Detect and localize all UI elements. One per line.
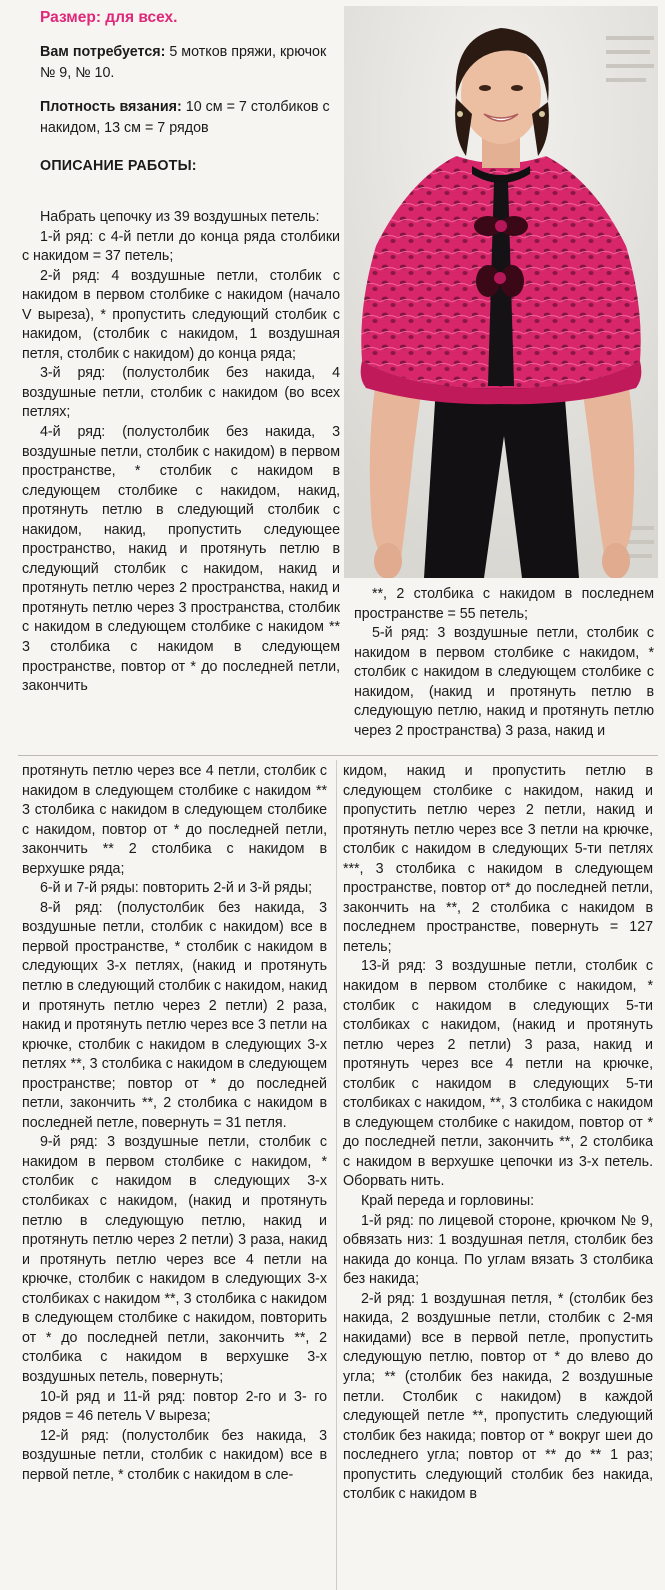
paragraph-row-4-end: **, 2 столбика с накидом в последнем пространстве = 55 петель; [354, 586, 654, 622]
model-photo [344, 6, 658, 578]
size-line: Размер: для всех. [40, 9, 178, 26]
paragraph-row-1: 1-й ряд: с 4-й петли до конца ряда столбики с накидом = 37 петель; [22, 228, 340, 265]
paragraph-edging-row-2: 2-й ряд: 1 воздушная петля, * (столбик без накида, 2 воздушные петли, столбик с 2-мя накидами) все в первой петле, пропустить следующую петлю, повтор от * до влево до угла; ** (столбик без накида, 2 воздушные петли. Столбик с накидом) в каждой следующей петле **, пропустить следующий столбик без накида; повтор от * вокруг шеи до последнего угла; повтор от ** до ** 1 раз; пропустить следующий столбик без накида, столбик с накидом в [343, 1290, 653, 1503]
paragraph-row-8: 8-й ряд: (полустолбик без накида, 3 воздушные петли, столбик с накидом) все в первой пространстве, * столбик с накидом в следующих 3-х петлях, (накид и протянуть петлю в следующий столбик с накидом, накид и протянуть петлю через 2 петли) 2 раза, накид и протянуть петлю через все 3 петли на крючке, столбик с накидом в следующих 3-х петлях **, 3 столбика с накидом в следующем пространстве; повтор от * до последней петли, закончить **, 2 столбика с накидом в последней петле, повернуть = 31 петля. [22, 899, 327, 1131]
materials-label: Вам потребуется: [40, 44, 166, 60]
paragraph-chain: Набрать цепочку из 39 воздушных петель: [40, 209, 320, 225]
paragraph-row-12-end: кидом, накид и пропустить петлю в следующем столбике с накидом, накид и пропустить петлю через 2 петли, накид и протянуть петлю через все 3 петли на крючке, столбик с накидом в следующих 5-ти петлях ***, 3 столбика с накидом в следующем пространстве, повтор от* до последней петли, закончить на **, 2 столбика с накидом в последнем пространстве, повернуть = 127 петель; [343, 763, 653, 955]
pattern-intro [22, 8, 340, 176]
paragraph-row-13: 13-й ряд: 3 воздушные петли, столбик с накидом в первом столбике с накидом, * столбик с накидом в следующих 5-ти столбиках с накидом, (накид и протянуть петлю через 2 петли) 3 раза, накид и протянуть через все 4 петли на крючке, столбик с накидом в следующих 5-ти столбиках с накидом, **, 3 столбика с накидом в следующем столбике с накидом, повтор от * до последней петли, закончить **, 2 столбика с накидом в верхушке цепочки из 3-х петель. Оборвать нить. [343, 958, 653, 1190]
paragraph-row-3: 3-й ряд: (полустолбик без накида, 4 воздушные петли, столбик с накидом (во всех петлях; [22, 365, 340, 421]
gauge-paragraph [40, 97, 340, 138]
paragraph-row-5: 5-й ряд: 3 воздушные петли, столбик с накидом в первом столбике с накидом, * столбик с накидом в следующем столбике с накидом, (накид и протянуть петлю в следующую петлю, накид и протянуть петлю через 2 пространства) 3 раза, накид и [354, 625, 654, 739]
paragraph-rows-10-11: 10-й ряд и 11-й ряд: повтор 2-го и 3- го рядов = 46 петель V выреза; [22, 1388, 327, 1425]
instructions-column-left-top [22, 208, 340, 697]
instructions-column-left-bottom [22, 762, 327, 1485]
gauge-label: Плотность вязания: [40, 99, 182, 115]
instructions-column-right-bottom [343, 762, 653, 1505]
gauge-text: 10 см = 7 столбиков с накидом, 13 см = 7 рядов [40, 99, 330, 136]
paragraph-rows-6-7: 6-й и 7-й ряды: повторить 2-й и 3-й ряды; [40, 880, 312, 897]
materials-text: 5 мотков пряжи, крючок № 9, № 10. [40, 44, 327, 81]
paragraph-edging-heading: Край переда и горловины: [361, 1193, 534, 1210]
horizontal-divider [18, 755, 658, 756]
paragraph-row-4: 4-й ряд: (полустолбик без накида, 3 воздушные петли, столбик с накидом) в первом пространстве, * столбик с накидом в следующем столбике с накидом, накид, протянуть петлю в следующий столбик с накидом, накид, пропустить следующее пространство, накид и протянуть петлю в следующий столбик с накидом, накид и протянуть петлю через 2 пространства, накид и протянуть петлю через 3 пространства, столбик с накидом в следующем столбике с накидом ** 3 столбика с накидом в следующем пространстве, повтор от * до последней петли, закончить [22, 424, 340, 695]
paragraph-edging-row-1: 1-й ряд: по лицевой стороне, крючком № 9, обвязать низ: 1 воздушная петля, столбик без накида до конца. По углам вязать 3 столбика без накида; [343, 1212, 653, 1288]
instructions-column-right-mid [354, 585, 654, 741]
woman-in-pink-crochet-poncho-icon [344, 6, 658, 578]
paragraph-row-5-end: протянуть петлю через все 4 петли, столбик с накидом в следующем столбике с накидом ** 3 столбика с накидом в следующем столбике с накидом, повтор от * до последней петли, закончить ** 2 столбика с накидом в верхушке ряда; [22, 763, 327, 877]
paragraph-row-12: 12-й ряд: (полустолбик без накида, 3 воздушные петли, столбик с накидом) все в первой петле, * столбик с накидом в сле- [22, 1427, 327, 1483]
paragraph-row-9: 9-й ряд: 3 воздушные петли, столбик с накидом в первом столбике с накидом, * столбик с накидом в следующих 3-х столбиках с накидом, (накид и протянуть петлю в следующую петлю, накид и протянуть петлю через 2 петли) 3 раза, накид и протянуть петлю через все 4 петли на крючке, столбик с накидом в следующих 3-х столбиках с накидом **, 3 столбика с накидом в следующем столбике с накидом, повторить от * до последней петли, закончить **, 2 столбика с накидом в верхушке 3-х воздушных петель, повернуть; [22, 1134, 327, 1385]
materials-paragraph [40, 42, 340, 83]
section-heading: ОПИСАНИЕ РАБОТЫ: [40, 158, 197, 174]
column-divider [336, 760, 337, 1590]
paragraph-row-2: 2-й ряд: 4 воздушные петли, столбик с накидом в первом столбике с накидом (начало V выреза), * пропустить следующий столбик с накидом, (столбик с накидом, 1 воздушная петля, столбик с накидом) до конца ряда; [22, 267, 340, 362]
